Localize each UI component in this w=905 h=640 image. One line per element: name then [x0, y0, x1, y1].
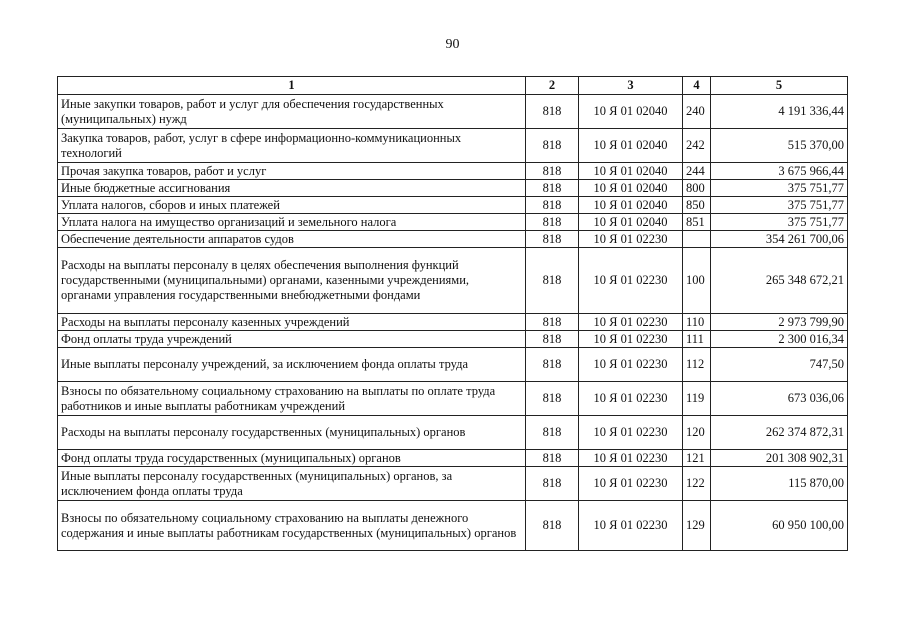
- row-target-code: 10 Я 01 02040: [579, 163, 683, 180]
- row-amount: 4 191 336,44: [711, 95, 848, 129]
- row-amount: 673 036,06: [711, 382, 848, 416]
- table-row: [58, 214, 848, 231]
- page-number: 90: [445, 37, 460, 52]
- row-ministry-code: 818: [526, 129, 579, 163]
- row-ministry-code: 818: [526, 450, 579, 467]
- row-amount: 265 348 672,21: [711, 248, 848, 314]
- row-ministry-code: 818: [526, 163, 579, 180]
- row-name: Иные выплаты персоналу учреждений, за исключением фонда оплаты труда: [58, 348, 526, 382]
- row-expense-type: 244: [683, 163, 711, 180]
- row-ministry-code: 818: [526, 382, 579, 416]
- row-name: Уплата налога на имущество организаций и земельного налога: [58, 214, 526, 231]
- row-amount: 515 370,00: [711, 129, 848, 163]
- column-header-1: 1: [58, 77, 526, 95]
- row-amount: 2 973 799,90: [711, 314, 848, 331]
- table-row: [58, 348, 848, 382]
- row-ministry-code: 818: [526, 231, 579, 248]
- row-target-code: 10 Я 01 02230: [579, 331, 683, 348]
- row-target-code: 10 Я 01 02230: [579, 231, 683, 248]
- table-row: [58, 501, 848, 551]
- table-row: [58, 231, 848, 248]
- row-amount: 375 751,77: [711, 180, 848, 197]
- row-expense-type: 111: [683, 331, 711, 348]
- row-expense-type: 242: [683, 129, 711, 163]
- column-header-3: 3: [579, 77, 683, 95]
- row-name: Уплата налогов, сборов и иных платежей: [58, 197, 526, 214]
- row-amount: 375 751,77: [711, 197, 848, 214]
- row-expense-type: 122: [683, 467, 711, 501]
- row-amount: 3 675 966,44: [711, 163, 848, 180]
- table-row: [58, 416, 848, 450]
- row-ministry-code: 818: [526, 467, 579, 501]
- row-name: Иные бюджетные ассигнования: [58, 180, 526, 197]
- row-name: Обеспечение деятельности аппаратов судов: [58, 231, 526, 248]
- row-ministry-code: 818: [526, 331, 579, 348]
- row-name: Расходы на выплаты персоналу казенных учреждений: [58, 314, 526, 331]
- row-expense-type: 800: [683, 180, 711, 197]
- row-name: Расходы на выплаты персоналу государственных (муниципальных) органов: [58, 416, 526, 450]
- row-target-code: 10 Я 01 02040: [579, 214, 683, 231]
- table-row: [58, 450, 848, 467]
- header-row: [58, 77, 848, 95]
- row-target-code: 10 Я 01 02230: [579, 382, 683, 416]
- row-target-code: 10 Я 01 02230: [579, 314, 683, 331]
- table-row: [58, 248, 848, 314]
- column-header-5: 5: [711, 77, 848, 95]
- column-header-4: 4: [683, 77, 711, 95]
- table-row: [58, 180, 848, 197]
- table-body: [58, 95, 848, 551]
- row-name: Расходы на выплаты персоналу в целях обеспечения выполнения функций государственными (муниципальными) органами, казенными учреждениями, органами управления государственными внебюджетными фондами: [58, 248, 526, 314]
- row-expense-type: 850: [683, 197, 711, 214]
- row-ministry-code: 818: [526, 501, 579, 551]
- row-name: Иные выплаты персоналу государственных (муниципальных) органов, за исключением фонда оплаты труда: [58, 467, 526, 501]
- row-amount: 747,50: [711, 348, 848, 382]
- row-target-code: 10 Я 01 02040: [579, 129, 683, 163]
- row-target-code: 10 Я 01 02230: [579, 248, 683, 314]
- row-ministry-code: 818: [526, 416, 579, 450]
- row-expense-type: 110: [683, 314, 711, 331]
- row-expense-type: 240: [683, 95, 711, 129]
- row-name: Прочая закупка товаров, работ и услуг: [58, 163, 526, 180]
- row-expense-type: 120: [683, 416, 711, 450]
- row-expense-type: 121: [683, 450, 711, 467]
- row-target-code: 10 Я 01 02040: [579, 180, 683, 197]
- row-amount: 201 308 902,31: [711, 450, 848, 467]
- row-name: Фонд оплаты труда учреждений: [58, 331, 526, 348]
- row-amount: 2 300 016,34: [711, 331, 848, 348]
- row-amount: 262 374 872,31: [711, 416, 848, 450]
- row-ministry-code: 818: [526, 214, 579, 231]
- table-header: [58, 77, 848, 95]
- row-name: Иные закупки товаров, работ и услуг для обеспечения государственных (муниципальных) нужд: [58, 95, 526, 129]
- row-expense-type: 100: [683, 248, 711, 314]
- row-amount: 60 950 100,00: [711, 501, 848, 551]
- column-header-2: 2: [526, 77, 579, 95]
- budget-table: [57, 76, 848, 551]
- row-name: Закупка товаров, работ, услуг в сфере информационно-коммуникационных технологий: [58, 129, 526, 163]
- row-target-code: 10 Я 01 02230: [579, 501, 683, 551]
- row-amount: 375 751,77: [711, 214, 848, 231]
- row-ministry-code: 818: [526, 180, 579, 197]
- table-row: [58, 331, 848, 348]
- row-amount: 354 261 700,06: [711, 231, 848, 248]
- row-name: Взносы по обязательному социальному страхованию на выплаты по оплате труда работников и иные выплаты работникам учреждений: [58, 382, 526, 416]
- table-row: [58, 197, 848, 214]
- row-expense-type: 129: [683, 501, 711, 551]
- row-ministry-code: 818: [526, 314, 579, 331]
- row-target-code: 10 Я 01 02040: [579, 197, 683, 214]
- row-amount: 115 870,00: [711, 467, 848, 501]
- row-ministry-code: 818: [526, 248, 579, 314]
- row-target-code: 10 Я 01 02230: [579, 467, 683, 501]
- row-expense-type: 112: [683, 348, 711, 382]
- row-expense-type: [683, 231, 711, 248]
- row-ministry-code: 818: [526, 348, 579, 382]
- row-target-code: 10 Я 01 02040: [579, 95, 683, 129]
- row-target-code: 10 Я 01 02230: [579, 416, 683, 450]
- row-target-code: 10 Я 01 02230: [579, 348, 683, 382]
- row-ministry-code: 818: [526, 197, 579, 214]
- row-expense-type: 119: [683, 382, 711, 416]
- table-row: [58, 129, 848, 163]
- table-row: [58, 382, 848, 416]
- table-row: [58, 467, 848, 501]
- table-row: [58, 314, 848, 331]
- row-target-code: 10 Я 01 02230: [579, 450, 683, 467]
- table-row: [58, 163, 848, 180]
- row-ministry-code: 818: [526, 95, 579, 129]
- row-expense-type: 851: [683, 214, 711, 231]
- row-name: Взносы по обязательному социальному страхованию на выплаты денежного содержания и иные выплаты работникам государственных (муниципальных) органов: [58, 501, 526, 551]
- table-row: [58, 95, 848, 129]
- row-name: Фонд оплаты труда государственных (муниципальных) органов: [58, 450, 526, 467]
